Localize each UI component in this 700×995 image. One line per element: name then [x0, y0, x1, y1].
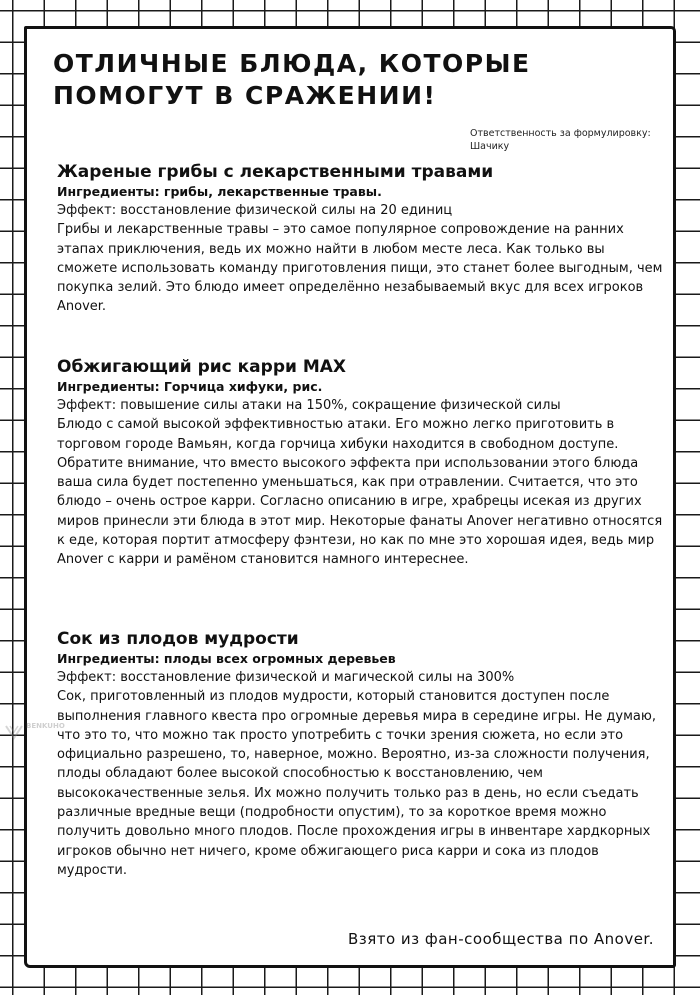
- dish-description: Сок, приготовленный из плодов мудрости, который становится доступен после выполнения главного квеста про огромные деревья мира в середине игры. Не думаю, что это то, что можно так просто употребить с точки зрения сюжета, но если это официально разрешено, то, наверное, можно. Вероятно, из-за сложности получения, плоды обладают более высокой способностью к восстановлению, чем высококачественные зелья. Их можно получить только раз в день, но если съедать различные вредные вещи (подробности опустим), то за короткое время можно получить довольно много плодов. После прохождения игры в инвентаре хардкорных игроков обычно нет ничего, кроме обжигающего риса карри и сока из плодов мудрости.: [57, 689, 656, 878]
- dish-section-curry: [57, 357, 667, 570]
- dish-effect: Эффект: восстановление физической и магической силы на 300%: [57, 670, 515, 685]
- dish-title: Обжигающий рис карри MAX: [57, 357, 346, 377]
- dish-ingredients: Ингредиенты: плоды всех огромных деревьев: [57, 651, 396, 666]
- page-title: ОТЛИЧНЫЕ БЛЮДА, КОТОРЫЕ ПОМОГУТ В СРАЖЕНИИ!: [53, 49, 531, 110]
- dish-title: Сок из плодов мудрости: [57, 629, 299, 649]
- credit-note: Ответственность за формулировку: Шачику: [470, 128, 651, 152]
- dish-section-juice: [57, 629, 667, 880]
- dish-effect: Эффект: повышение силы атаки на 150%, сокращение физической силы: [57, 398, 561, 413]
- watermark-logo-icon: [4, 722, 24, 742]
- watermark-text: BENKUHO: [26, 722, 65, 730]
- dish-section-mushrooms: [57, 162, 667, 317]
- dish-effect: Эффект: восстановление физической силы на 20 единиц: [57, 203, 453, 218]
- dish-description: Грибы и лекарственные травы – это самое популярное сопровождение на ранних этапах приключения, ведь их можно найти в любом месте леса. Как только вы сможете использовать команду приготовления пищи, это станет более выгодным, чем покупка зелий. Это блюдо имеет определённо незабываемый вкус для всех игроков Anover.: [57, 222, 663, 315]
- watermark: [4, 720, 94, 748]
- source-footer: Взято из фан-сообщества по Anover.: [347, 930, 654, 948]
- dish-title: Жареные грибы с лекарственными травами: [57, 162, 494, 182]
- dish-description: Блюдо с самой высокой эффективностью атаки. Его можно легко приготовить в торговом городе Вамьян, когда горчица хибуки находится в свободном доступе. Обратите внимание, что вместо высокого эффекта при использовании этого блюда ваша сила будет постепенно уменьшаться, как при отравлении. Считается, что это блюдо – очень острое карри. Согласно описанию в игре, храбрецы исекая из других миров принесли эти блюда в этот мир. Некоторые фанаты Anover негативно относятся к еде, которая портит атмосферу фэнтези, но как по мне это хорошая идея, ведь мир Anover с карри и рамёном становится намного интереснее.: [57, 417, 663, 568]
- dish-ingredients: Ингредиенты: Горчица хифуки, рис.: [57, 379, 323, 394]
- dish-ingredients: Ингредиенты: грибы, лекарственные травы.: [57, 184, 382, 199]
